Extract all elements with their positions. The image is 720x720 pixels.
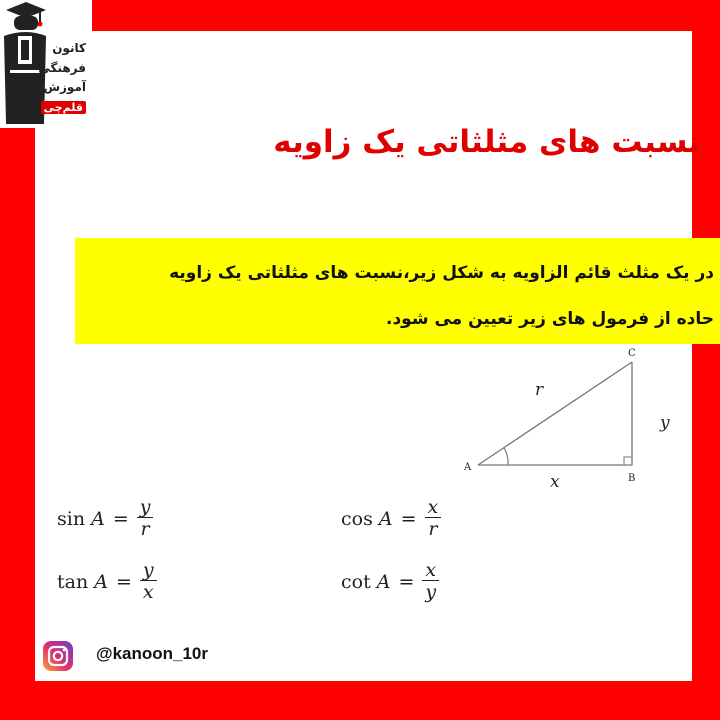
function-name: sin <box>57 507 86 530</box>
angle-variable: A <box>94 570 108 593</box>
denominator: x <box>142 581 154 603</box>
adjacent-side-label: x <box>550 472 560 492</box>
equals-sign: = <box>398 570 415 593</box>
function-name: cot <box>341 570 371 593</box>
logo-line-2: فرهنگی <box>38 61 86 75</box>
equals-sign: = <box>115 570 132 593</box>
fraction <box>140 560 157 603</box>
equals-sign: = <box>112 507 129 530</box>
fraction <box>422 560 439 603</box>
formula-cos <box>341 497 441 540</box>
kanoon-logo <box>0 0 92 128</box>
function-name: cos <box>341 507 373 530</box>
right-angle-marker <box>624 457 632 465</box>
intro-highlight-box <box>75 238 720 344</box>
instagram-handle[interactable]: @kanoon_10r <box>96 644 209 663</box>
intro-line-2: حاده از فرمول های زیر تعیین می شود. <box>385 309 714 329</box>
numerator: y <box>140 560 157 581</box>
vertex-c-label: C <box>628 348 636 359</box>
numerator: x <box>425 497 442 518</box>
angle-variable: A <box>91 507 105 530</box>
numerator: y <box>137 497 154 518</box>
hypotenuse-line <box>478 362 632 465</box>
denominator: r <box>428 518 438 540</box>
logo-line-4: قلم‌چی <box>41 101 86 114</box>
numerator: x <box>422 560 439 581</box>
hypotenuse-label: r <box>535 380 544 400</box>
equals-sign: = <box>400 507 417 530</box>
instagram-icon[interactable] <box>42 640 74 672</box>
fraction <box>425 497 442 540</box>
formula-sin <box>57 497 153 540</box>
page-title: نسبت های مثلثاتی یک زاویه <box>273 124 700 160</box>
denominator: r <box>140 518 150 540</box>
angle-variable: A <box>376 570 391 593</box>
formula-cot <box>341 560 439 603</box>
vertex-b-label: B <box>628 473 636 484</box>
denominator: y <box>425 581 437 603</box>
formula-tan <box>57 560 157 603</box>
fraction <box>137 497 154 540</box>
function-name: tan <box>57 570 89 593</box>
opposite-side-label: y <box>660 413 670 433</box>
right-triangle-diagram <box>460 340 690 500</box>
vertex-a-label: A <box>464 462 472 473</box>
angle-variable: A <box>378 507 393 530</box>
logo-line-1: کانون <box>52 41 86 55</box>
intro-line-1: در یک مثلث قائم الزاویه به شکل زیر،نسبت های مثلثاتی یک زاویه <box>169 263 714 283</box>
angle-a-arc <box>504 448 508 465</box>
logo-line-3: آموزش <box>43 80 86 94</box>
